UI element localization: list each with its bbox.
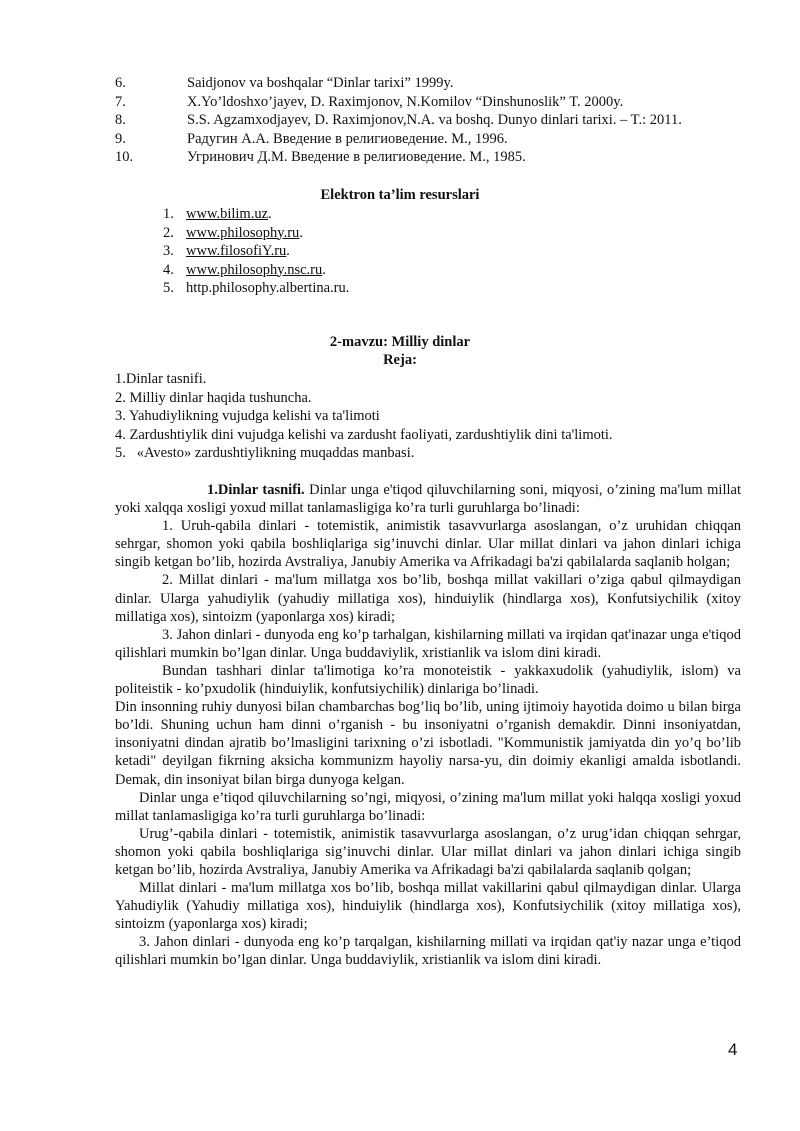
paragraph: Din insonning ruhiy dunyosi bilan chambarchas bog’liq bo’lib, uning ijtimoiy hayotida doimo u bilan birga bo’ldi. Shuning uchun ham dinni o’rganish - bu insoniyatni o’rganish demakdir. Dinni insoniyatdan, insoniyatni dindan ajratib bo’lmasligini tarixning o’zi isbotladi. "Kommunistik jamiyatda din yo’q bo’lib ketadi" deyilgan fikrning aksicha kommunizm hayoliy narsa-yu, din doimiy ekanligi amalda isbotlandi. Demak, din insoniyat bilan birga dunyoga kelgan. <box>115 699 741 788</box>
plan-item: 2. Milliy dinlar haqida tushuncha. <box>115 389 312 406</box>
resource-suffix: . <box>299 224 303 241</box>
reference-text: Угринович Д.М. Введение в религиоведение. М., 1985. <box>187 149 526 165</box>
topic-title: 2-mavzu: Milliy dinlar <box>329 334 471 350</box>
reference-item <box>115 130 775 149</box>
paragraph: 3. Jahon dinlari - dunyoda eng ko’p tarqalgan, kishilarning millati va irqidan qat'iy nazar unga e’tiqod qilishlari mumkin bo’lgan dinlar. Unga buddaviylik, xristianlik va islom dini kiradi. <box>115 934 741 969</box>
reference-number: 6. <box>115 75 126 91</box>
paragraph: 3. Jahon dinlari - dunyoda eng ko’p tarhalgan, kishilarning millati va irqidan qat'inazar unga e'tiqod qilishlari mumkin bo’lgan dinlar. Unga buddaviylik, xristianlik va islom dini kiradi. <box>115 626 741 661</box>
resource-item <box>163 205 349 224</box>
resource-number: 3. <box>163 243 174 259</box>
plan-title: Reja: <box>383 352 417 368</box>
reference-item <box>115 74 775 93</box>
resources-list <box>163 205 349 298</box>
resource-link[interactable]: www.philosophy.ru <box>186 224 300 241</box>
resource-item <box>163 279 349 298</box>
resource-link[interactable]: www.philosophy.nsc.ru <box>186 261 323 278</box>
reference-list <box>115 74 775 167</box>
resource-item <box>163 224 349 243</box>
reference-text: X.Yo’ldoshxo’jayev, D. Raximjonov, N.Komilov “Dinshunoslik” T. 2000y. <box>187 93 624 110</box>
reference-number: 8. <box>115 112 126 128</box>
plan-item: 4. Zardushtiylik dini vujudga kelishi va zardusht faoliyati, zardushtiylik dini ta'limoti. <box>115 426 613 443</box>
resource-number: 5. <box>163 280 174 296</box>
paragraph: Bundan tashhari dinlar ta'limotiga ko’ra monoteistik - yakkaxudolik (yahudiylik, islom) va politeistik - ko’pxudolik (hinduiylik, konfutsiychilik) dinlariga bo’linadi. <box>115 662 741 698</box>
page-number: 4 <box>728 1040 738 1059</box>
reference-text: Радугин А.А. Введение в религиоведение. М., 1996. <box>187 130 508 147</box>
reference-text: Saidjonov va boshqalar “Dinlar tarixi” 1999y. <box>187 75 454 91</box>
plan-item: 3. Yahudiylikning vujudga kelishi va ta'limoti <box>115 408 380 424</box>
reference-number: 10. <box>115 149 134 165</box>
resource-number: 2. <box>163 224 174 241</box>
reference-item <box>115 148 775 167</box>
reference-item <box>115 93 775 112</box>
resource-text: http.philosophy.albertina.ru. <box>186 280 350 296</box>
resource-number: 1. <box>163 206 174 222</box>
reference-text: S.S. Agzamxodjayev, D. Raximjonov,N.A. va boshq. Dunyo dinlari tarixi. – T.: 2011. <box>187 112 682 128</box>
reference-item <box>115 111 775 130</box>
paragraph: 2. Millat dinlari - ma'lum millatga xos bo’lib, boshqa millat vakillari o’ziga qabul qilmaydigan dinlar. Ularga yahudiylik (yahudiy millatiga xos), hinduiylik (hindlarga xos), Konfutsiychilik (xitoy millatiga xos), sintoizm (yaponlarga xos) kiradi; <box>115 572 741 625</box>
paragraph: 1. Uruh-qabila dinlari - totemistik, animistik tasavvurlarga asoslangan, o’z uruhidan chiqqan sehrgar, shomon yoki qabila boshliqlariga sig’inuvchi dinlar. Ular millat dinlari va jahon dinlari ichiga singib ketgan bo’lib, hozirda Avstraliya, Janubiy Amerika va Afrikadagi ba'zi qabilalarda saqlanib holgan; <box>115 518 741 571</box>
plan-list <box>115 370 775 463</box>
paragraph-text: Dinlar unga e'tiqod qiluvchilarning soni, miqyosi, o’zining ma'lum millat yoki xalqqa xosligi yoxud millat tanlamasligiga ko’ra turli guruhlarga bo’linadi: <box>115 482 741 517</box>
resource-item <box>163 261 349 280</box>
resource-link[interactable]: www.bilim.uz <box>186 206 269 222</box>
resource-link[interactable]: www.filosofiY.ru <box>186 243 287 259</box>
paragraph <box>115 481 741 517</box>
resource-suffix: . <box>322 261 326 278</box>
resource-number: 4. <box>163 261 174 278</box>
plan-item: 5. «Avesto» zardushtiylikning muqaddas manbasi. <box>115 445 415 461</box>
paragraph: Millat dinlari - ma'lum millatga xos bo’lib, boshqa millat vakillarini qabul qilmaydigan dinlar. Ularga Yahudiylik (Yahudiy millatiga xos), hinduiylik (hindlarga xos), Konfutsiychilik (xitoy millatiga xos), sintoizm (yaponlarga xos) kiradi; <box>115 880 741 933</box>
paragraph: Urug’-qabila dinlari - totemistik, animistik tasavvurlarga asoslangan, o’z urug’idan chiqqan sehrgar, shomon yoki qabila boshliqlariga sig’inuvchi dinlar. Ular millat dinlari va jahon dinlari ichiga singib ketgan bo’lib, hozirda Avstraliya, Janubiy Amerika va Afrikadagi ba'zi qabilalarda saqlanib qolgan; <box>115 825 741 878</box>
resource-suffix: . <box>268 206 272 222</box>
resources-title: Elektron ta’lim resurslari <box>320 187 480 203</box>
reference-number: 9. <box>115 130 126 147</box>
plan-item: 1.Dinlar tasnifi. <box>115 371 207 387</box>
body-text <box>115 481 741 970</box>
section-heading: 1.Dinlar tasnifi. <box>207 482 305 498</box>
resource-item <box>163 242 349 261</box>
resource-suffix: . <box>286 243 290 259</box>
paragraph: Dinlar unga e’tiqod qiluvchilarning so’ngi, miqyosi, o’zining ma'lum millat yoki halqqa xosligi yoxud millat tanlamasligiga ko’ra turli guruhlarga bo’linadi: <box>115 789 741 824</box>
reference-number: 7. <box>115 93 126 110</box>
